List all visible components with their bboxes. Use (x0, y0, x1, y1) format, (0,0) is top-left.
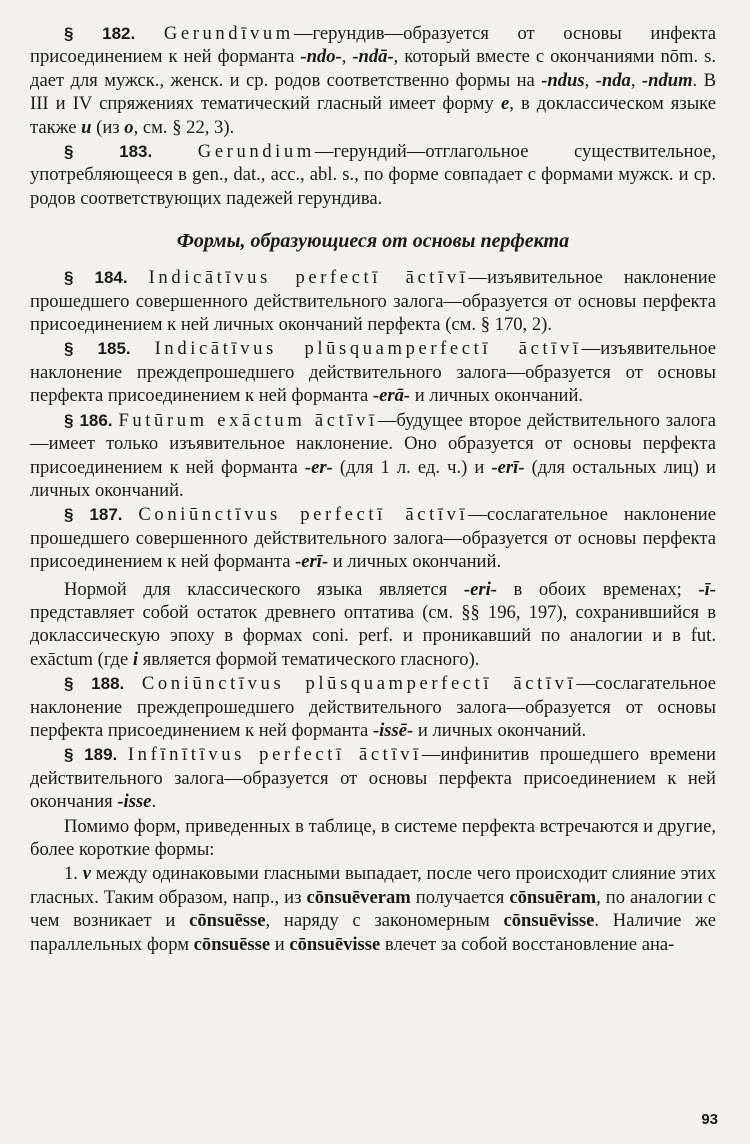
latin-term: Coniūnctīvus plūsquamperfectī āctīvī (141, 673, 577, 695)
formant: -ndā- (352, 46, 394, 68)
latin-term: Infīnītīvus perfectī āctīvī (127, 744, 422, 766)
example-word: cōnsuēsse (189, 910, 266, 932)
vowel: e (500, 93, 510, 115)
formant: -erī- (295, 551, 329, 573)
section-number: § 186. (64, 410, 113, 430)
vowel: u (81, 116, 92, 138)
paragraph-187: § 187. Coniūnctīvus perfectī āctīvī—сослагательное наклонение прошедшего совершенного действительного залога—образуется от основы перфекта присоединением к ней форманта -erī- и личных окончаний. (30, 504, 716, 573)
section-number: § 189. (64, 745, 118, 765)
paragraph-189: § 189. Infīnītīvus perfectī āctīvī—инфинитив прошедшего времени действительного залога—образуется от основы перфекта присоединением к ней окончания -isse. (30, 744, 716, 813)
latin-term: Coniūnctīvus perfectī āctīvī (138, 504, 469, 526)
formant: -er- (304, 456, 333, 478)
formant: -ndo- (300, 46, 342, 68)
latin-term: Gerundīvum (163, 23, 294, 44)
formant: -ī- (698, 578, 716, 600)
formant: -erī- (491, 456, 525, 478)
example-word: cōnsuēvisse (289, 933, 381, 955)
latin-term: Gerundium (197, 141, 315, 163)
vowel: o (124, 116, 134, 138)
paragraph-point-1: 1. v между одинаковыми гласными выпадает, после чего происходит слияние этих гласных. Таким образом, напр., из cōnsuēveram получается cōnsuēram, по аналогии с чем возникает и cōnsuēsse, наряду с закономерным cōnsuēvisse. Наличие же параллельных форм cōnsuēsse и cōnsuēvisse влечет за собой восстановление ана- (30, 863, 716, 955)
paragraph-187-note: Нормой для классического языка является -eri- в обоих временах; -ī- представляет собой остаток древнего оптатива (см. §§ 196, 197), сохранившийся в доклассическую эпоху в формах coni. perf. и проникавший по аналогии и в fut. exāctum (где i является формой тематического гласного). (30, 578, 716, 670)
example-word: cōnsuēram (509, 886, 597, 908)
section-number: § 188. (64, 674, 125, 694)
consonant: v (82, 863, 91, 885)
page-content (30, 22, 716, 956)
ending: -ndum (641, 69, 693, 91)
example-word: cōnsuēveram (306, 886, 411, 908)
page-number: 93 (701, 1111, 718, 1128)
section-number: § 185. (64, 339, 131, 359)
paragraph-185: § 185. Indicātīvus plūsquamperfectī āctīvī—изъявительное наклонение преждепрошедшего действительного залога—образуется от основы перфекта присоединением к ней форманта -erā- и личных окончаний. (30, 338, 716, 407)
paragraph-184: § 184. Indicātīvus perfectī āctīvī—изъявительное наклонение прошедшего совершенного действительного залога—образуется от основы перфекта присоединением к ней личных окончаний перфекта (см. § 170, 2). (30, 267, 717, 336)
section-number: § 182. (64, 24, 136, 43)
formant: -eri- (463, 578, 497, 600)
latin-term: Indicātīvus plūsquamperfectī āctīvī (154, 338, 582, 360)
example-word: cōnsuēvisse (503, 910, 595, 932)
latin-term: Futūrum exāctum āctīvī (118, 409, 378, 431)
formant: -issē- (372, 719, 414, 741)
paragraph-182: § 182. Gerundīvum—герундив—образуется от основы инфекта присоединением к ней форманта -ndo-, -ndā-, который вместе с окончаниями nōm. s. дает для мужск., женск. и ср. родов соответственно формы на -ndus, -nda, -ndum. В III и IV спряжениях тематический гласный имеет форму e, в доклассическом языке также u (из o, см. § 22, 3). (30, 23, 717, 138)
paragraph-183: § 183. Gerundium—герундий—отглагольное существительное, употребляющееся в gen., dat., acc., abl. s., по форме совпадает с формами мужск. и ср. родов соответствующих падежей герундива. (30, 141, 717, 209)
section-number: § 184. (64, 268, 128, 288)
paragraph-186: § 186. Futūrum exāctum āctīvī—будущее второе действительного залога—имеет только изъявительное наклонение. Оно образуется от основы перфекта присоединением к ней форманта -er- (для 1 л. ед. ч.) и -erī- (для остальных лиц) и личных окончаний. (30, 409, 716, 501)
paragraph-188: § 188. Coniūnctīvus plūsquamperfectī āctīvī—сослагательное наклонение преждепрошедшего действительного залога—образуется от основы перфекта присоединением к ней форманта -issē- и личных окончаний. (30, 673, 716, 741)
latin-term: Indicātīvus perfectī āctīvī (148, 267, 469, 289)
example-word: cōnsuēsse (193, 933, 271, 955)
ending: -isse (117, 791, 152, 813)
ending: -ndus (541, 69, 585, 91)
section-number: § 183. (64, 142, 153, 162)
paragraph-other-forms: Помимо форм, приведенных в таблице, в системе перфекта встречаются и другие, более короткие формы: (30, 815, 716, 860)
formant: -erā- (372, 385, 411, 407)
ending: -nda (595, 69, 631, 91)
section-heading: Формы, образующиеся от основы перфекта (176, 230, 570, 253)
section-number: § 187. (64, 505, 123, 525)
vowel: i (132, 648, 139, 670)
